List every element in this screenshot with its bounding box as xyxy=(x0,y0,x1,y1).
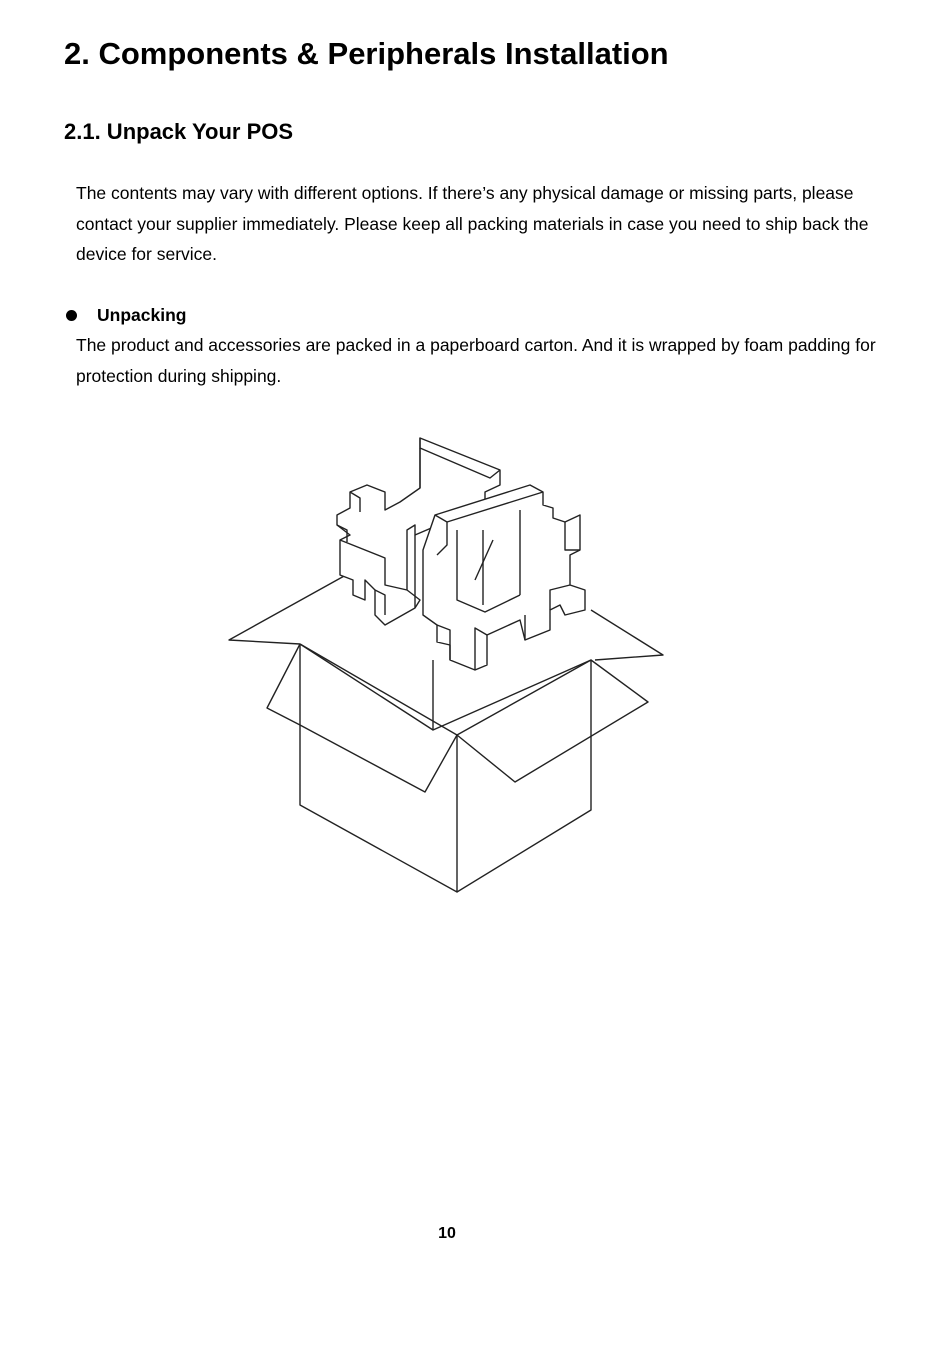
open-carton-illustration xyxy=(225,430,670,900)
foam-padding-right xyxy=(423,485,585,670)
unpacking-paragraph: The product and accessories are packed in a paperboard carton. And it is wrapped by foam padding for protection during shipping. xyxy=(76,335,876,386)
intro-paragraph: The contents may vary with different options. If there’s any physical damage or missing parts, please contact your supplier immediately. Please keep all packing materials in case you need to ship back the device for service. xyxy=(76,183,869,264)
subsection-heading: 2.1. Unpack Your POS xyxy=(64,119,294,144)
unpacking-bullet xyxy=(64,300,186,330)
bullet-title: Unpacking xyxy=(97,305,187,325)
section-heading: 2. Components & Peripherals Installation xyxy=(64,36,669,71)
page-number: 10 xyxy=(438,1225,456,1242)
bullet-dot-icon xyxy=(66,310,77,321)
